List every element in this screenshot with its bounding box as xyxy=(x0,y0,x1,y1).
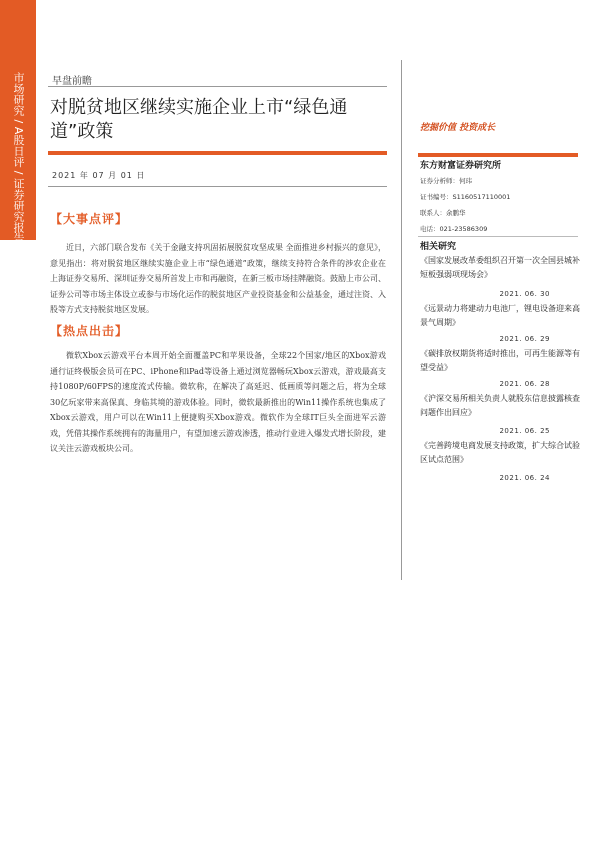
slogan: 挖掘价值 投资成长 xyxy=(420,123,496,133)
related-item-date: 2021. 06. 24 xyxy=(499,474,550,482)
related-item[interactable]: 《完善跨境电商发展支持政策，扩大综合试验区试点范围》 xyxy=(420,441,580,464)
column-divider xyxy=(401,60,402,580)
section-body-hotspot: 微软Xbox云游戏平台本周开始全面覆盖PC和苹果设备，全球22个国家/地区的Xbox游戏通行证终极版会员可在PC、iPhone和iPad等设备上通过浏览器畅玩Xbox云游戏，游戏最高支持1080P/60FPS的速度流式传输。微软称，在解决了高延迟、低画质等问题之后，将为全球30亿玩家带来高保真、身临其境的游戏体验。同时，微软最新推出的Win11操作系统也集成了Xbox云游戏，用户可以在Win11上便捷购买Xbox游戏。微软作为全球IT巨头全面进军云游戏，凭借其操作系统拥有的海量用户，有望加速云游戏渗透，推动行业进入爆发式增长阶段，建议关注云游戏板块公司。 xyxy=(50,351,386,453)
related-item[interactable]: 《远景动力将建动力电池厂，锂电设备迎来高景气周期》 xyxy=(420,304,580,327)
contact-phone: 电话：021-23586309 xyxy=(420,225,488,233)
contact-person: 联系人：余鹏华 xyxy=(420,209,466,217)
section-heading-events: 【大事点评】 xyxy=(50,212,129,226)
related-item-date: 2021. 06. 29 xyxy=(499,335,550,343)
related-divider xyxy=(418,236,578,237)
side-band-fill xyxy=(0,0,36,244)
side-vertical-text: 市场研究 / A股日评 / 证券研究报告 xyxy=(12,72,25,244)
institute-accent-bar xyxy=(418,153,578,157)
related-item-date: 2021. 06. 25 xyxy=(499,427,550,435)
contact-analyst: 证券分析师：何玮 xyxy=(420,177,472,185)
page-title: 对脱贫地区继续实施企业上市“绿色通道”政策 xyxy=(50,97,348,142)
institute-name: 东方财富证券研究所 xyxy=(420,161,502,171)
related-item[interactable]: 《碳排放权期货将适时推出，可再生能源等有望受益》 xyxy=(420,349,580,372)
related-item-date: 2021. 06. 30 xyxy=(499,290,550,298)
section-body-events: 近日，六部门联合发布《关于金融支持巩固拓展脱贫攻坚成果 全面推进乡村振兴的意见》，意见指出：将对脱贫地区继续实施企业上市“绿色通道”政策，继续支持符合条件的涉农企业在上海证券交易所、深圳证券交易所首发上市和再融资，在新三板市场挂牌融资。鼓励上市公司、证券公司等市场主体设立或参与市场化运作的脱贫地区产业投资基金和公益基金，通过注资、入股等方式支持脱贫地区发展。 xyxy=(50,243,386,314)
report-date: 2021 年 07 月 01 日 xyxy=(52,171,146,180)
section-heading-hotspot: 【热点出击】 xyxy=(50,324,129,338)
related-item[interactable]: 《国家发展改革委组织召开第一次全国县城补短板强弱项现场会》 xyxy=(420,256,580,279)
date-divider xyxy=(48,186,387,187)
related-title: 相关研究 xyxy=(420,242,457,252)
related-item[interactable]: 《沪深交易所相关负责人就股东信息披露核查问题作出回应》 xyxy=(420,394,580,417)
doc-type-label: 早盘前瞻 xyxy=(52,76,92,87)
header-divider xyxy=(48,86,387,87)
related-item-date: 2021. 06. 28 xyxy=(499,380,550,388)
title-accent-bar xyxy=(48,151,387,155)
contact-cert: 证书编号：S1160517110001 xyxy=(420,193,511,201)
side-band xyxy=(0,0,36,842)
